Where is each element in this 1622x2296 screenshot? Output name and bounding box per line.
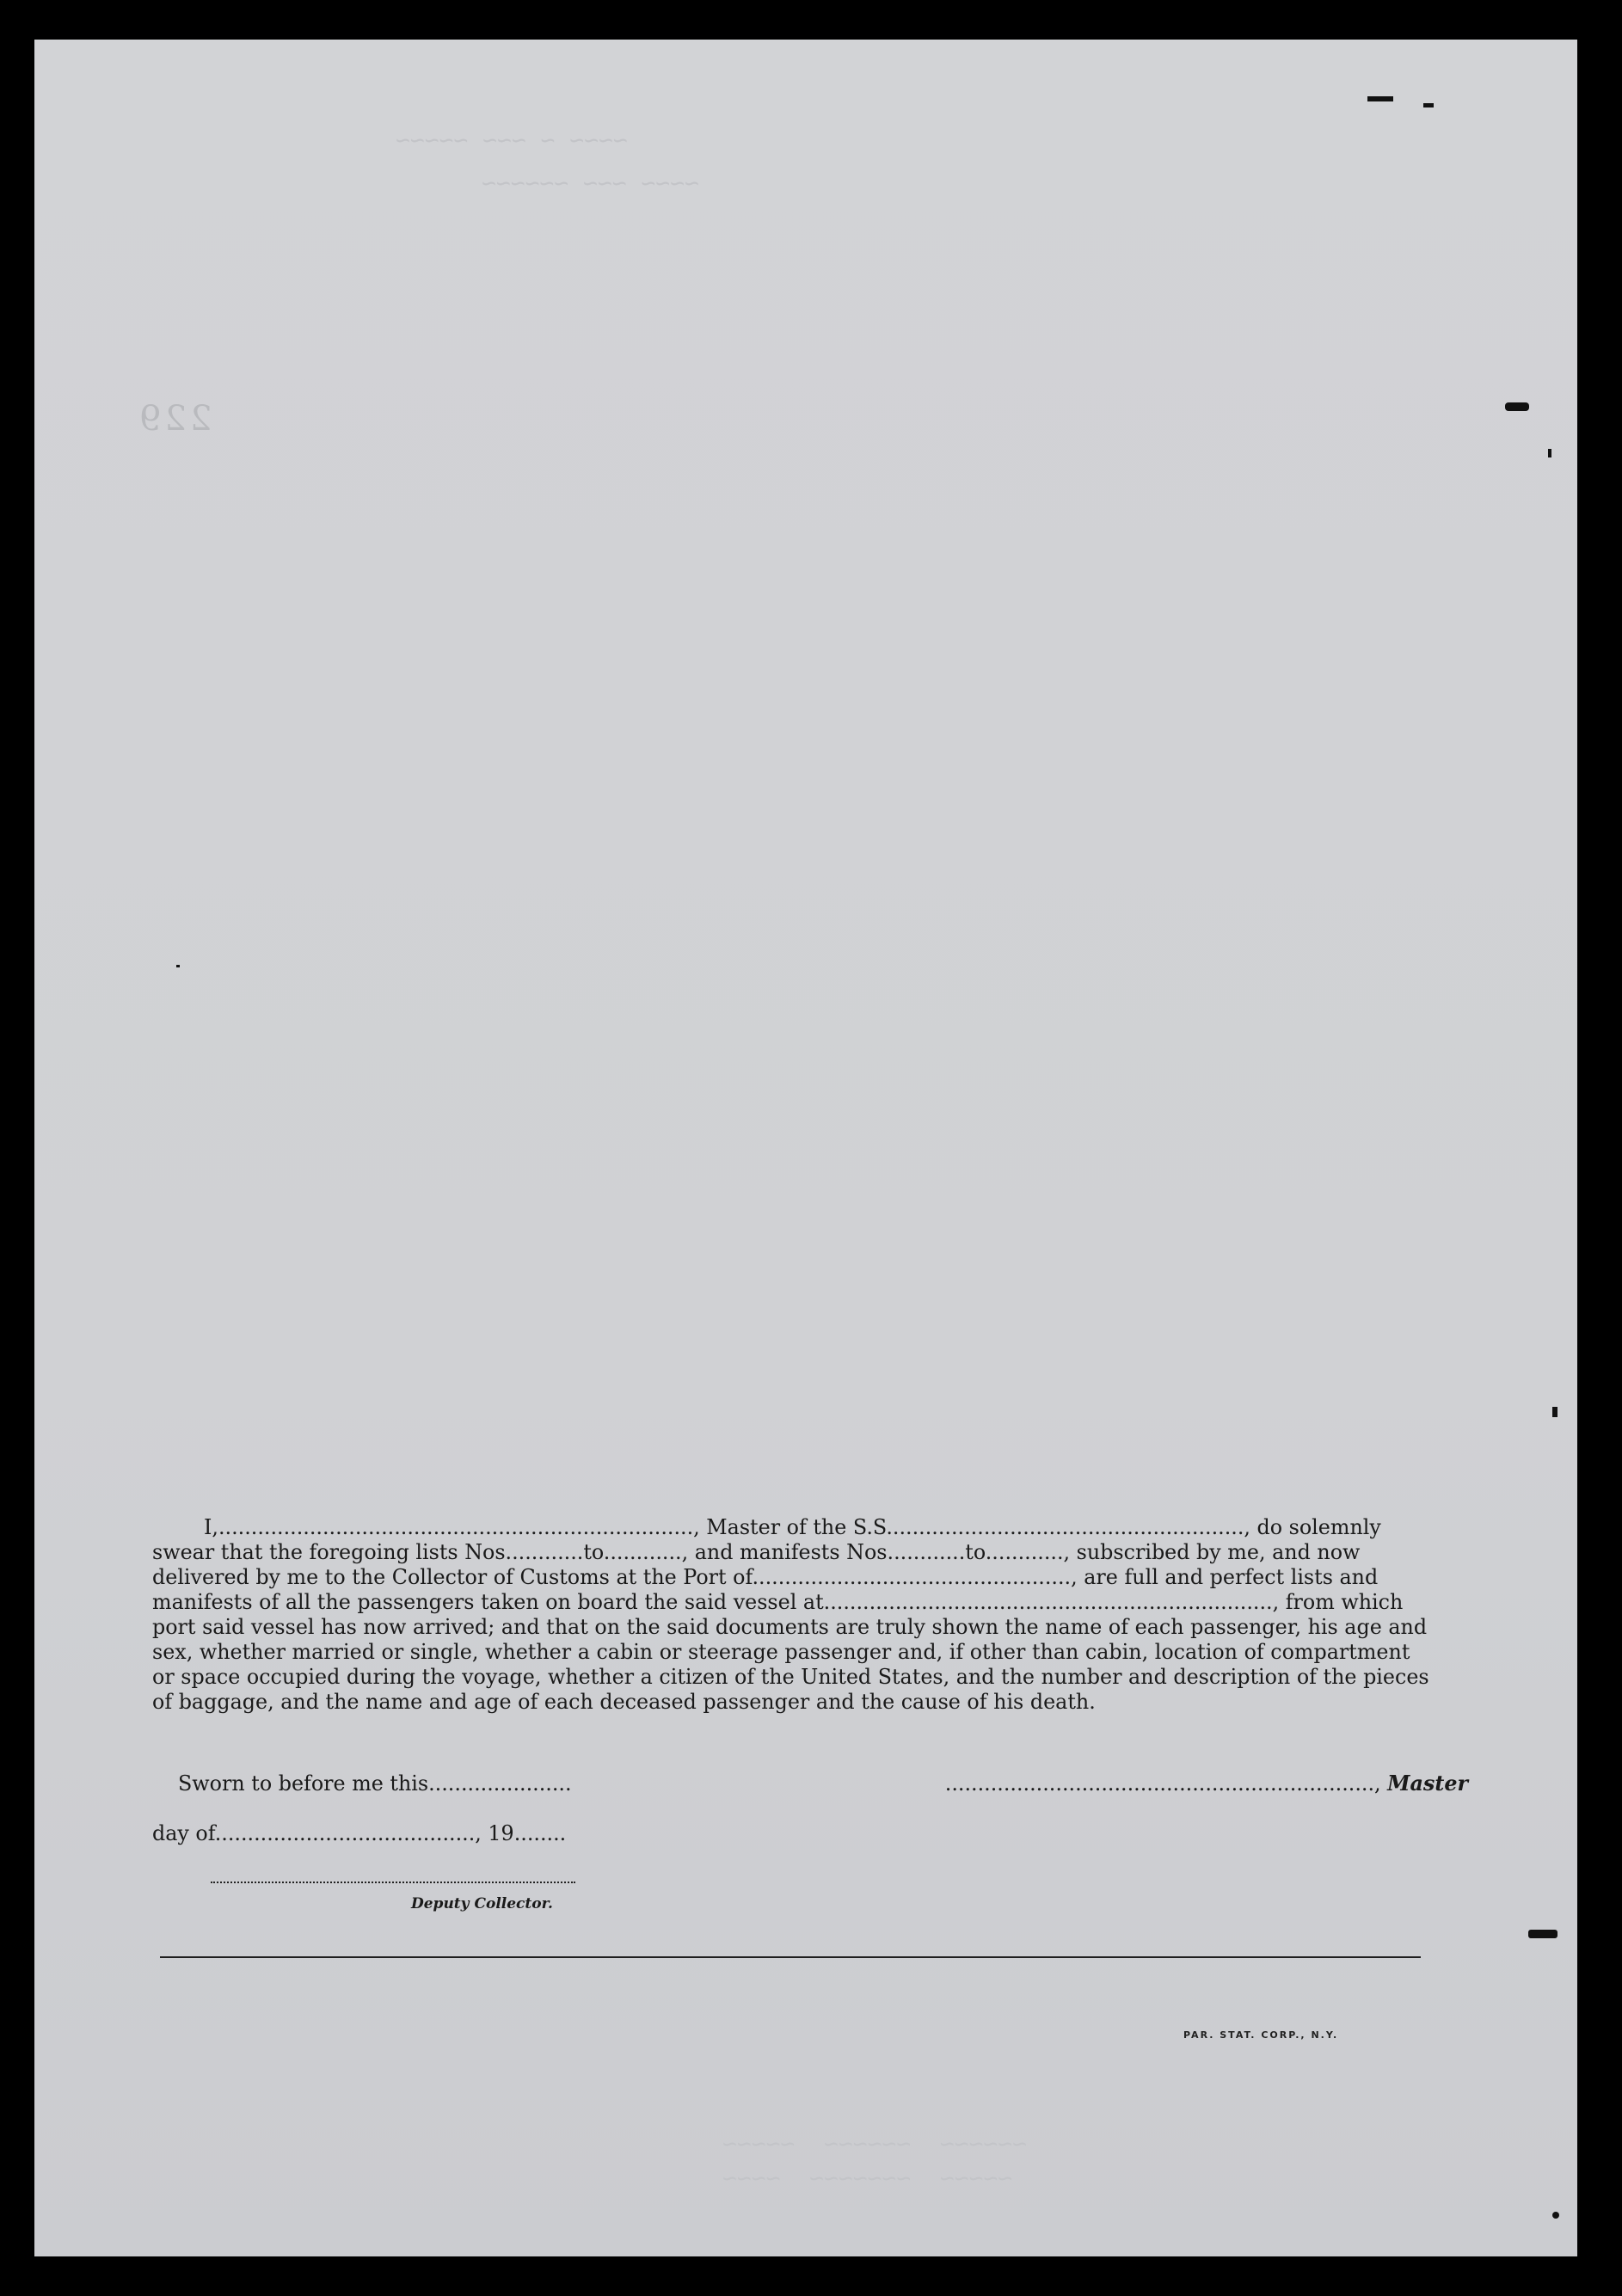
scan-speck bbox=[1367, 96, 1393, 101]
scan-speck bbox=[1548, 449, 1551, 457]
faint-page-number-mark: 229 bbox=[136, 399, 212, 439]
document-page bbox=[34, 40, 1577, 2256]
oath-line: sex, whether married or single, whether a cabin or steerage passenger and, if other than cabin, location of compartment bbox=[152, 1640, 1410, 1664]
oath-line: I,........................................................................., Master of the S.S......................................................., do solemnly bbox=[204, 1515, 1381, 1539]
oath-line: manifests of all the passengers taken on board the said vessel at....................................................................., from which bbox=[152, 1590, 1404, 1614]
oath-line: delivered by me to the Collector of Customs at the Port of................................................., are full and perfect lists and bbox=[152, 1565, 1379, 1589]
bleed-through-text: ~~~~ ~~~ ~~~~~~ bbox=[482, 169, 699, 197]
oath-line: port said vessel has now arrived; and that on the said documents are truly shown the name of each passenger, his age and bbox=[152, 1615, 1428, 1639]
oath-line: of baggage, and the name and age of each deceased passenger and the cause of his death. bbox=[152, 1690, 1096, 1714]
master-label: Master bbox=[1387, 1771, 1468, 1796]
bleed-through-text: ~~~~ ~ ~~~ ~~~~~ bbox=[396, 126, 628, 154]
sworn-before-me-text: Sworn to before me this...................... bbox=[178, 1771, 572, 1796]
master-signature-dots: .................................................................., bbox=[944, 1771, 1381, 1796]
scan-speck bbox=[1552, 1407, 1557, 1417]
oath-line: swear that the foregoing lists Nos............to............, and manifests Nos............to............, subscribed by me, and now bbox=[152, 1540, 1361, 1564]
bleed-through-text: ~~~~~ ~~~~~~~ ~~~~ bbox=[722, 2164, 1013, 2192]
printer-mark: PAR. STAT. CORP., N.Y. bbox=[1183, 2029, 1339, 2041]
horizontal-rule bbox=[160, 1956, 1421, 1958]
scan-speck bbox=[1505, 402, 1529, 411]
scan-speck bbox=[1423, 103, 1434, 107]
scan-speck bbox=[176, 965, 180, 967]
oath-paragraph bbox=[152, 1515, 1468, 1715]
deputy-signature-line bbox=[211, 1882, 575, 1883]
scan-speck bbox=[1528, 1930, 1557, 1938]
day-of-text: day of........................................, 19........ bbox=[152, 1821, 567, 1845]
oath-line: or space occupied during the voyage, whether a citizen of the United States, and the number and description of the pieces bbox=[152, 1665, 1429, 1689]
scan-speck bbox=[1552, 2212, 1559, 2219]
bleed-through-text: ~~~~~~ ~~~~~~ ~~~~~ bbox=[722, 2129, 1028, 2158]
deputy-collector-label: Deputy Collector. bbox=[411, 1895, 553, 1912]
master-signature-line bbox=[945, 1771, 1468, 1796]
